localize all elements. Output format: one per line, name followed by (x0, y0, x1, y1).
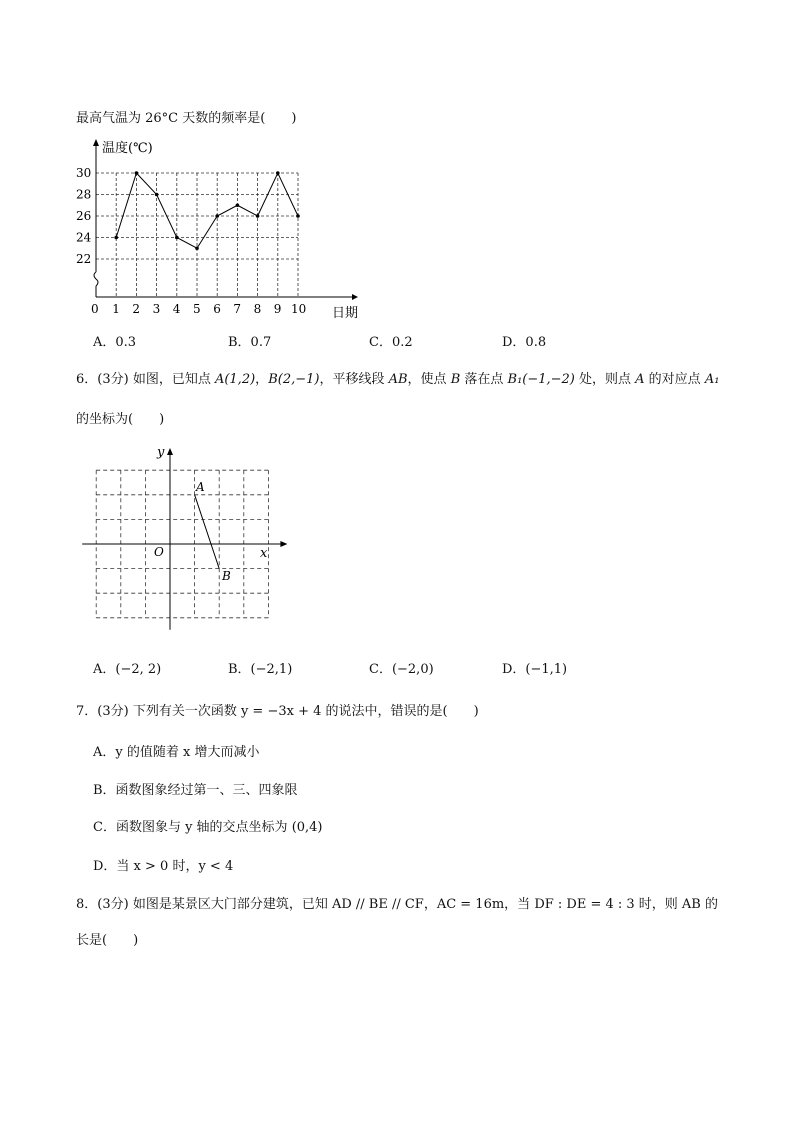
x-tick-label: 6 (213, 302, 221, 316)
q6-text: 的对应点 (644, 372, 705, 387)
data-point (256, 214, 260, 218)
q7-stem: 7．(3分) 下列有关一次函数 y = −3x + 4 的说法中，错误的是( ) (76, 704, 479, 719)
x-tick-label: 3 (152, 302, 161, 316)
q6-point-b: B(2,−1) (268, 372, 320, 387)
data-point (236, 203, 240, 207)
q6-option-a[interactable]: A．(−2, 2) (93, 662, 162, 677)
chart-series (114, 171, 299, 250)
x-axis-arrow (280, 541, 287, 547)
y-tick-label: 26 (76, 209, 92, 223)
q6-stem-line1 (76, 368, 719, 387)
y-axis-arrow (167, 448, 173, 455)
x-tick-label: 9 (273, 302, 282, 316)
q6-point-b1: B₁(−1,−2) (507, 372, 575, 387)
x-tick-label: 2 (132, 302, 141, 316)
q5-option-b[interactable]: B．0.7 (228, 335, 272, 350)
q6-point-name: B (450, 372, 461, 387)
origin-label: O (154, 545, 164, 559)
coordinate-axes (82, 448, 287, 630)
x-tick-label: 10 (291, 302, 307, 316)
coordinate-grid-figure (76, 440, 276, 640)
q6-text: 落在点 (460, 372, 508, 387)
chart-y-axis-label: 温度(℃) (102, 141, 153, 156)
q8-stem-line1: 8．(3分) 如图是某景区大门部分建筑，已知 AD // BE // CF，AC = 16m，当 DF : DE = 4 : 3 时，则 AB 的 (76, 897, 718, 912)
q7-option-b[interactable]: B．函数图象经过第一、三、四象限 (93, 783, 298, 798)
q7-option-a[interactable]: A．y 的值随着 x 增大而减小 (93, 745, 260, 760)
y-tick-label: 22 (76, 252, 92, 266)
segment-ab (195, 495, 220, 569)
chart-tick-labels (76, 166, 306, 316)
chart-grid (96, 173, 298, 297)
q6-point-name: A (635, 372, 645, 387)
q6-option-b[interactable]: B．(−2,1) (228, 662, 293, 677)
data-point (155, 193, 159, 197)
q7-option-c[interactable]: C．函数图象与 y 轴的交点坐标为 (0,4) (93, 820, 323, 835)
q5-option-d[interactable]: D．0.8 (502, 335, 547, 350)
x-tick-label: 7 (233, 302, 242, 316)
q5-option-c[interactable]: C．0.2 (369, 335, 413, 350)
q6-text: ，平移线段 (319, 372, 389, 387)
chart-axes (93, 139, 358, 300)
x-tick-label: 8 (253, 302, 262, 316)
x-tick-label: 4 (172, 302, 181, 316)
data-point (296, 214, 300, 218)
data-point (114, 236, 118, 240)
point-a-label: A (196, 480, 205, 494)
q6-option-d[interactable]: D．(−1,1) (502, 662, 568, 677)
x-axis-arrow (352, 294, 358, 300)
q5-stem: 最高气温为 26°C 天数的频率是( ) (76, 111, 297, 126)
q6-text: 6．(3分) 如图，已知点 (76, 372, 215, 387)
q6-option-c[interactable]: C．(−2,0) (369, 662, 434, 677)
chart-x-axis-label: 日期 (332, 306, 359, 321)
q6-segment-ab: AB (388, 372, 408, 387)
segment-ab-line (195, 495, 220, 569)
chart-origin-label: 0 (91, 302, 99, 316)
data-point (135, 171, 139, 175)
y-tick-label: 24 (76, 230, 92, 245)
q7-option-d[interactable]: D．当 x > 0 时，y < 4 (93, 859, 234, 874)
data-point (195, 246, 199, 250)
x-tick-label: 1 (112, 302, 120, 316)
x-tick-label: 5 (193, 302, 201, 316)
y-tick-label: 30 (76, 166, 92, 180)
data-point (215, 214, 219, 218)
y-tick-label: 28 (76, 187, 92, 202)
q6-point-a1: A₁ (704, 372, 720, 387)
y-axis-label: y (157, 445, 165, 460)
q6-text: ，使点 (407, 372, 451, 387)
q5-option-a[interactable]: A．0.3 (93, 335, 137, 350)
data-point (276, 171, 280, 175)
point-b-label: B (222, 569, 231, 583)
q6-text: ， (255, 372, 269, 387)
q8-stem-line2: 长是( ) (76, 933, 139, 948)
x-axis-label: x (260, 546, 268, 561)
q6-point-a: A(1,2) (214, 372, 256, 387)
y-axis-break (94, 272, 98, 286)
series-line (116, 173, 298, 248)
y-axis-arrow (93, 139, 99, 146)
q6-text: 处，则点 (574, 372, 636, 387)
temperature-line-chart (60, 135, 370, 325)
q6-stem-line2: 的坐标为( ) (76, 412, 165, 427)
data-point (175, 236, 179, 240)
